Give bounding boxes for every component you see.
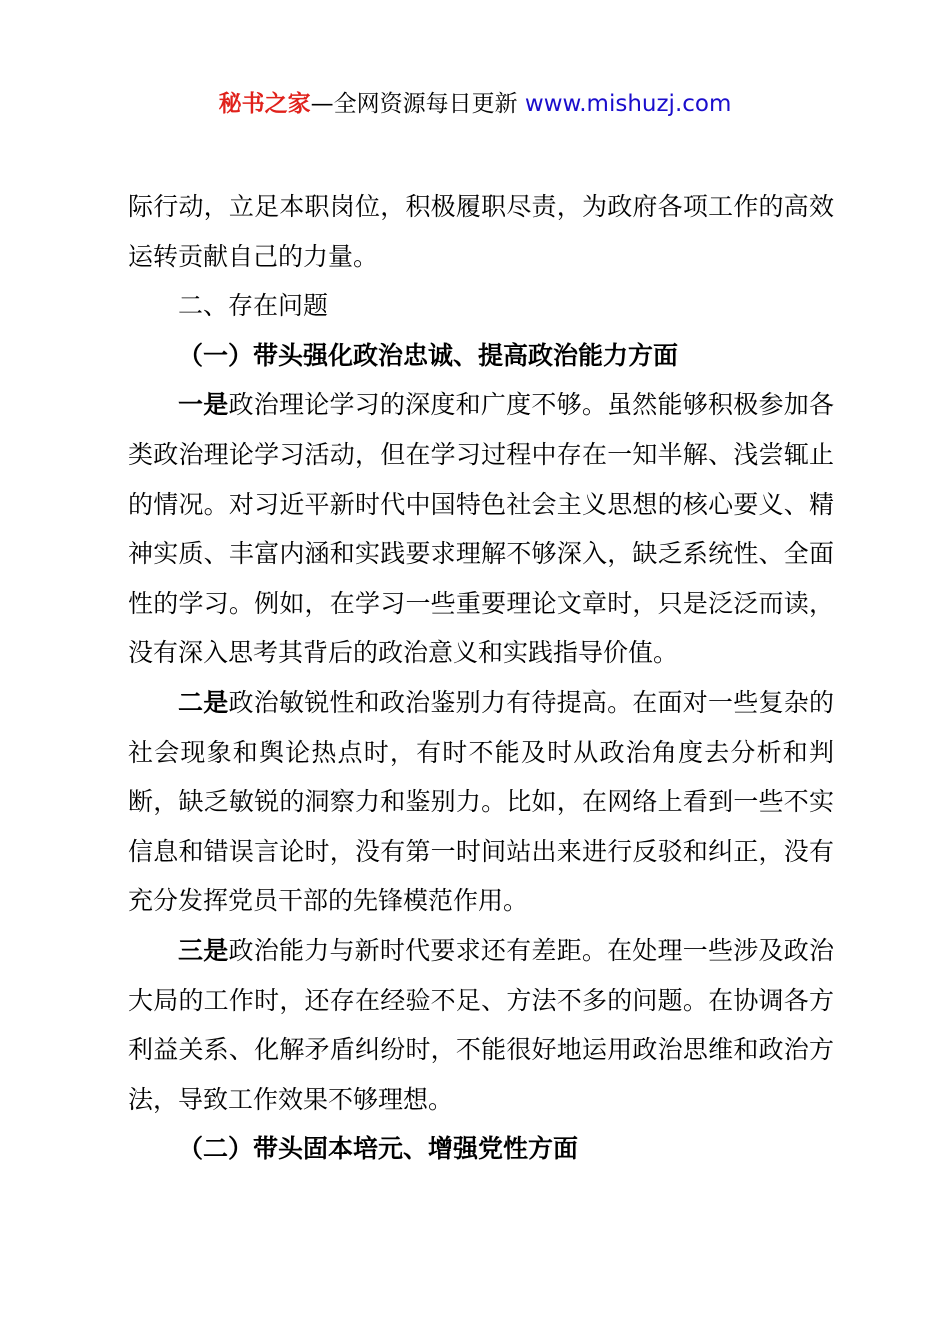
subsection-heading-political-loyalty: （一）带头强化政治忠诚、提高政治能力方面: [178, 340, 679, 370]
point-two-text: 政治敏锐性和政治鉴别力有待提高。在面对一些复杂的社会现象和舆论热点时，有时不能及时从政治角度去分析和判断，缺乏敏锐的洞察力和鉴别力。比如，在网络上看到一些不实信息和错误言论时，没有第一时间站出来进行反驳和纠正，没有充分发挥党员干部的先锋模范作用。: [128, 687, 834, 916]
brand-name: 秘书之家: [218, 91, 311, 117]
site-url-link[interactable]: www.mishuzj.com: [524, 91, 732, 117]
point-three-text: 政治能力与新时代要求还有差距。在处理一些涉及政治大局的工作时，还存在经验不足、方法不多的问题。在协调各方利益关系、化解矛盾纠纷时，不能很好地运用政治思维和政治方法，导致工作效果不够理想。: [128, 935, 834, 1114]
point-one-paragraph: [128, 380, 834, 678]
continuation-paragraph: 际行动，立足本职岗位，积极履职尽责，为政府各项工作的高效运转贡献自己的力量。: [128, 192, 834, 271]
point-two-paragraph: [128, 678, 834, 926]
point-three-paragraph: [128, 926, 834, 1124]
subsection-heading-party-spirit: （二）带头固本培元、增强党性方面: [178, 1134, 579, 1164]
point-one-lead: 一是: [178, 390, 229, 420]
point-two-lead: 二是: [178, 687, 229, 717]
page-header: [0, 86, 950, 122]
document-body: [128, 182, 834, 1174]
header-tagline: —全网资源每日更新: [310, 91, 518, 117]
section-heading-problems: 二、存在问题: [178, 291, 329, 321]
point-three-lead: 三是: [178, 935, 229, 965]
point-one-text: 政治理论学习的深度和广度不够。虽然能够积极参加各类政治理论学习活动，但在学习过程中存在一知半解、浅尝辄止的情况。对习近平新时代中国特色社会主义思想的核心要义、精神实质、丰富内涵和实践要求理解不够深入，缺乏系统性、全面性的学习。例如，在学习一些重要理论文章时，只是泛泛而读，没有深入思考其背后的政治意义和实践指导价值。: [128, 390, 834, 668]
